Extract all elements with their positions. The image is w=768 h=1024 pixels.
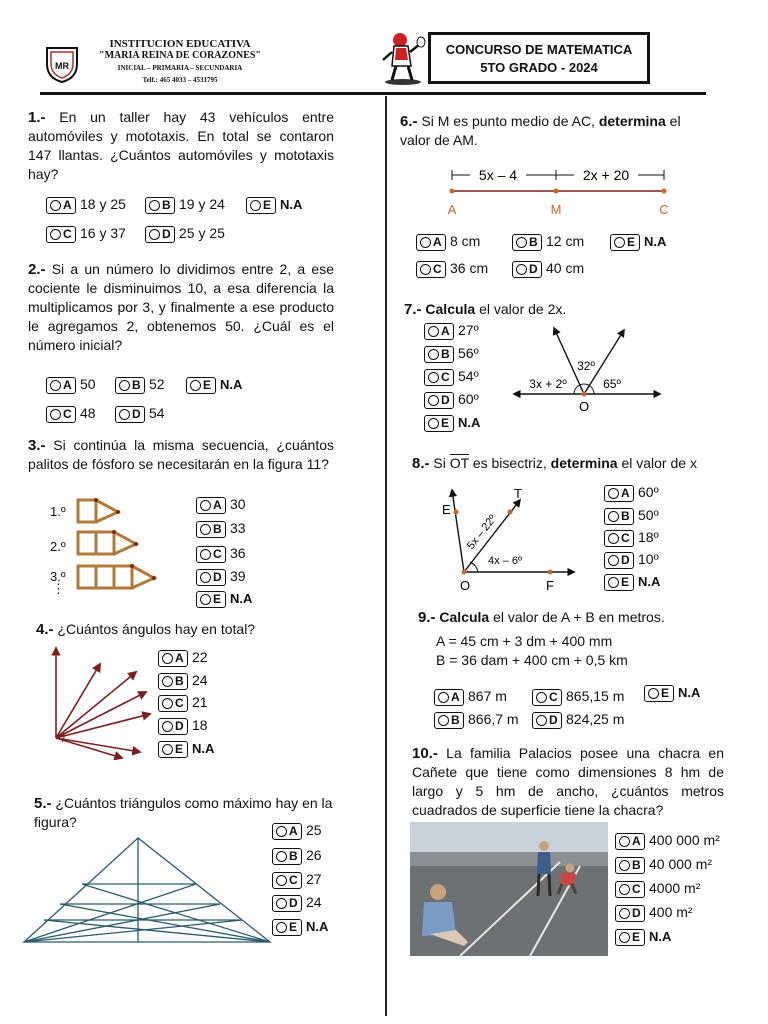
- q6-option-a[interactable]: A 8 cm: [416, 231, 480, 251]
- q3-option-a[interactable]: A 30: [196, 494, 246, 514]
- figure-1-label: 1.º: [50, 504, 66, 519]
- q5-option-e[interactable]: E N.A: [272, 916, 328, 936]
- segment-figure: [440, 160, 680, 220]
- q9-option-e[interactable]: E N.A: [644, 682, 700, 702]
- q7-option-a[interactable]: A 27º: [424, 320, 479, 340]
- q9-option-b[interactable]: B 866,7 m: [434, 709, 519, 729]
- q1-option-a[interactable]: A 18 y 25: [46, 194, 126, 214]
- q8-option-a[interactable]: A 60º: [604, 482, 659, 502]
- angle-tof-label: 4x – 6º: [488, 555, 522, 567]
- q4-option-b[interactable]: B 24: [158, 670, 208, 690]
- question-text: Si a un número lo dividimos entre 2, a ese cociente le disminuimos 10, a esa diferencia la multiplicamos por 3, y finalmente a ese producto le agregamos 2, obtenemos 50. ¿Cuál es el número inicial?: [28, 261, 334, 353]
- q2-option-b[interactable]: B 52: [115, 374, 165, 394]
- q6-option-e[interactable]: E N.A: [610, 231, 666, 251]
- contest-grade: 5TO GRADO - 2024: [480, 60, 598, 75]
- q5-option-a[interactable]: A 25: [272, 820, 322, 840]
- q9-option-c[interactable]: C 865,15 m: [532, 686, 624, 706]
- q5-option-c[interactable]: C 27: [272, 869, 322, 889]
- q9-option-a[interactable]: A 867 m: [434, 686, 507, 706]
- question-number: 4.-: [36, 621, 54, 638]
- angle-eot-label: 5x – 22º: [464, 512, 500, 552]
- angles-figure: [40, 640, 160, 760]
- question-number: 10.-: [412, 745, 438, 762]
- question-text: La familia Palacios posee una chacra en Cañete que tiene como dimensiones 8 hm de largo y 5 hm de ancho, ¿cuántos metros cuadrados de superficie tiene la chacra?: [412, 745, 725, 818]
- question-number: 1.-: [28, 109, 46, 126]
- q7-option-d[interactable]: D 60º: [424, 389, 479, 409]
- equation-b: B = 36 dam + 400 cm + 0,5 km: [436, 652, 628, 668]
- question-7: 7.- Calcula el valor de 2x.: [404, 301, 567, 318]
- header-divider: [40, 92, 706, 95]
- question-1: [28, 108, 334, 184]
- question-2: [28, 260, 334, 355]
- q8-option-d[interactable]: D 10º: [604, 549, 659, 569]
- question-text: En un taller hay 43 vehículos entre automóviles y mototaxis. En total se contaron 147 llantas. ¿Cuántos automóviles y mototaxis hay?: [28, 109, 334, 182]
- matchstick-figure: [74, 496, 170, 600]
- q6-option-c[interactable]: C 36 cm: [416, 258, 488, 278]
- figure-continues-label: ⋮: [52, 581, 65, 596]
- mascot-icon: [378, 30, 428, 86]
- figure-2-label: 2.º: [50, 539, 66, 554]
- school-phone: Telf.: 465 4033 – 4531795: [142, 76, 218, 84]
- equation-a: A = 45 cm + 3 dm + 400 mm: [436, 633, 613, 649]
- bisector-figure: [434, 482, 582, 594]
- school-levels: INICIAL – PRIMARIA – SECUNDARIA: [117, 64, 243, 72]
- q3-option-c[interactable]: C 36: [196, 543, 246, 563]
- angle-right-label: 65º: [603, 377, 621, 391]
- q5-option-b[interactable]: B 26: [272, 845, 322, 865]
- angle-top-label: 32º: [577, 359, 595, 373]
- q2-option-e[interactable]: E N.A: [186, 374, 242, 394]
- q1-option-b[interactable]: B 19 y 24: [145, 194, 225, 214]
- q4-option-d[interactable]: D 18: [158, 715, 208, 735]
- q2-option-c[interactable]: C 48: [46, 403, 96, 423]
- q5-option-d[interactable]: D 24: [272, 892, 322, 912]
- point-e-label: E: [442, 502, 451, 517]
- q7-option-e[interactable]: E N.A: [424, 412, 480, 432]
- q8-option-c[interactable]: C 18º: [604, 527, 659, 547]
- point-c-label: C: [659, 202, 669, 217]
- contest-title-box: [428, 32, 650, 84]
- question-9: 9.- Calcula el valor de A + B en metros.: [418, 609, 665, 626]
- point-o-label: O: [460, 578, 471, 593]
- school-line-1: INSTITUCION EDUCATIVA: [109, 38, 251, 50]
- question-4: [36, 620, 336, 639]
- q10-option-d[interactable]: D 400 m²: [615, 902, 693, 922]
- question-text: ¿Cuántos triángulos como máximo hay en la figura?: [34, 795, 333, 830]
- segment-am-label: 5x – 4: [478, 167, 518, 183]
- q8-option-b[interactable]: B 50º: [604, 505, 659, 525]
- q7-option-b[interactable]: B 56º: [424, 343, 479, 363]
- question-3: [28, 436, 334, 474]
- q1-option-e[interactable]: E N.A: [246, 194, 302, 214]
- q1-option-d[interactable]: D 25 y 25: [145, 223, 225, 243]
- q7-option-c[interactable]: C 54º: [424, 366, 479, 386]
- q4-option-a[interactable]: A 22: [158, 647, 208, 667]
- question-number: 8.-: [412, 455, 430, 472]
- vertex-label: O: [578, 399, 590, 414]
- q10-option-b[interactable]: B 40 000 m²: [615, 854, 712, 874]
- question-text: ¿Cuántos ángulos hay en total?: [57, 621, 256, 637]
- point-a-label: A: [447, 202, 457, 217]
- question-8: 8.- Si $\overline{OT}$ es bisectriz, determina el valor de x: [412, 455, 697, 472]
- column-divider: [385, 96, 387, 1016]
- question-6: 6.- Si M es punto medio de AC, determina el valor de AM.: [400, 113, 681, 148]
- q6-option-d[interactable]: D 40 cm: [512, 258, 584, 278]
- q2-option-d[interactable]: D 54: [115, 403, 165, 423]
- question-number: 7.-: [404, 301, 422, 318]
- q10-option-a[interactable]: A 400 000 m²: [615, 830, 720, 850]
- q10-option-e[interactable]: E N.A: [615, 926, 671, 946]
- angle-figure-7: [508, 322, 668, 414]
- question-number: 3.-: [28, 437, 46, 454]
- q3-option-b[interactable]: B 33: [196, 518, 246, 538]
- q6-option-b[interactable]: B 12 cm: [512, 231, 584, 251]
- segment-mc-label: 2x + 20: [582, 167, 630, 183]
- contest-title: CONCURSO DE MATEMATICA: [445, 42, 633, 57]
- point-m-label: M: [550, 202, 562, 217]
- q2-option-a[interactable]: A 50: [46, 374, 96, 394]
- school-name: "MARIA REINA DE CORAZONES": [99, 50, 261, 61]
- angle-left-label: 3x + 2º: [529, 377, 567, 391]
- crest-text: MR: [55, 61, 69, 71]
- q10-option-c[interactable]: C 4000 m²: [615, 878, 700, 898]
- question-10: [412, 744, 724, 820]
- q8-option-e[interactable]: E N.A: [604, 571, 660, 591]
- q4-option-c[interactable]: C 21: [158, 692, 208, 712]
- question-number: 9.-: [418, 609, 436, 626]
- figure-3-label: 3.º: [50, 569, 66, 584]
- triangles-figure: [20, 834, 274, 946]
- point-f-label: F: [546, 578, 554, 593]
- question-number: 5.-: [34, 795, 52, 812]
- q1-option-c[interactable]: C 16 y 37: [46, 223, 126, 243]
- q3-option-e[interactable]: E N.A: [196, 588, 252, 608]
- school-header: [60, 38, 300, 86]
- question-number: 6.-: [400, 113, 418, 130]
- q3-option-d[interactable]: D 39: [196, 566, 246, 586]
- q4-option-e[interactable]: E N.A: [158, 738, 214, 758]
- field-measuring-photo: [410, 822, 608, 956]
- q9-option-d[interactable]: D 824,25 m: [532, 709, 624, 729]
- question-text: Si continúa la misma secuencia, ¿cuántos palitos de fósforo se necesitarán en la figura 11?: [28, 437, 334, 472]
- question-number: 2.-: [28, 261, 46, 278]
- point-t-label: T: [514, 486, 522, 501]
